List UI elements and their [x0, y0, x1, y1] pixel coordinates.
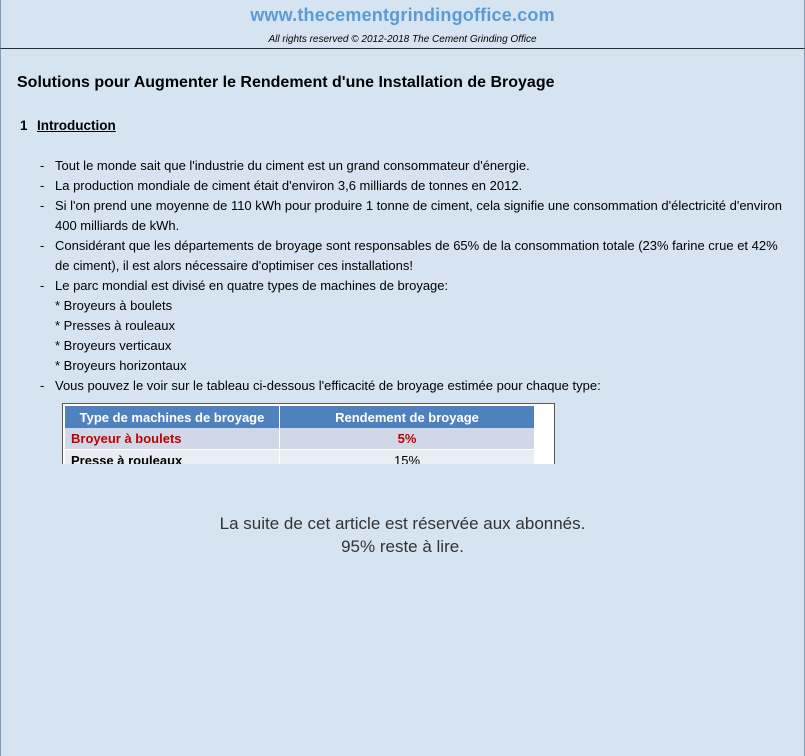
efficiency-table — [65, 406, 534, 464]
bullet-dash: - — [40, 178, 45, 193]
list-item — [40, 196, 790, 236]
machine-type-item: * Broyeurs horizontaux — [55, 358, 187, 373]
table-row — [65, 428, 534, 450]
table-cell-efficiency: 15% — [280, 450, 535, 465]
paywall-notice — [0, 512, 805, 558]
machine-type-item: * Presses à rouleaux — [55, 318, 175, 333]
table-cell-machine: Presse à rouleaux — [65, 450, 280, 465]
table-header-row — [65, 406, 534, 428]
paywall-remaining: 95% reste à lire. — [341, 537, 464, 556]
list-item — [40, 176, 790, 196]
column-header-machine-type: Type de machines de broyage — [65, 406, 280, 428]
bullet-list — [40, 156, 790, 396]
list-item — [40, 376, 790, 396]
bullet-dash: - — [40, 378, 45, 393]
bullet-text: Si l'on prend une moyenne de 110 kWh pour produire 1 tonne de ciment, cela signifie une consommation d'électricité d'environ 400 milliards de kWh. — [55, 198, 782, 233]
section-label: Introduction — [37, 118, 116, 133]
page-title: Solutions pour Augmenter le Rendement d'une Installation de Broyage — [17, 74, 555, 91]
bullet-dash: - — [40, 278, 45, 293]
bullet-dash: - — [40, 158, 45, 173]
bullet-dash: - — [40, 238, 45, 253]
table-cell-efficiency: 5% — [280, 428, 535, 450]
section-number: 1 — [20, 118, 28, 133]
paywall-message: La suite de cet article est réservée aux abonnés. — [219, 514, 586, 533]
list-item — [40, 236, 790, 276]
site-url-link[interactable]: www.thecementgrindingoffice.com — [250, 5, 555, 25]
section-heading — [20, 118, 116, 133]
efficiency-table-container — [62, 403, 555, 464]
machine-type-item: * Broyeurs verticaux — [55, 338, 172, 353]
bullet-dash: - — [40, 198, 45, 213]
bullet-text: La production mondiale de ciment était d'environ 3,6 milliards de tonnes en 2012. — [55, 178, 523, 193]
table-row — [65, 450, 534, 465]
list-item — [40, 276, 790, 296]
left-border — [0, 49, 1, 756]
bullet-text: Considérant que les départements de broyage sont responsables de 65% de la consommation totale (23% farine crue et 42% de ciment), il est alors nécessaire d'optimiser ces installations! — [55, 238, 778, 273]
bullet-text: Tout le monde sait que l'industrie du ciment est un grand consommateur d'énergie. — [55, 158, 530, 173]
bullet-text: Vous pouvez le voir sur le tableau ci-dessous l'efficacité de broyage estimée pour chaque type: — [55, 378, 601, 393]
column-header-efficiency: Rendement de broyage — [280, 406, 535, 428]
bullet-text: Le parc mondial est divisé en quatre types de machines de broyage: — [55, 278, 449, 293]
machine-type-item: * Broyeurs à boulets — [55, 298, 173, 313]
site-header — [0, 0, 805, 49]
copyright-notice: All rights reserved © 2012-2018 The Cement Grinding Office — [268, 34, 537, 45]
table-cell-machine: Broyeur à boulets — [65, 428, 280, 450]
list-item — [40, 156, 790, 176]
